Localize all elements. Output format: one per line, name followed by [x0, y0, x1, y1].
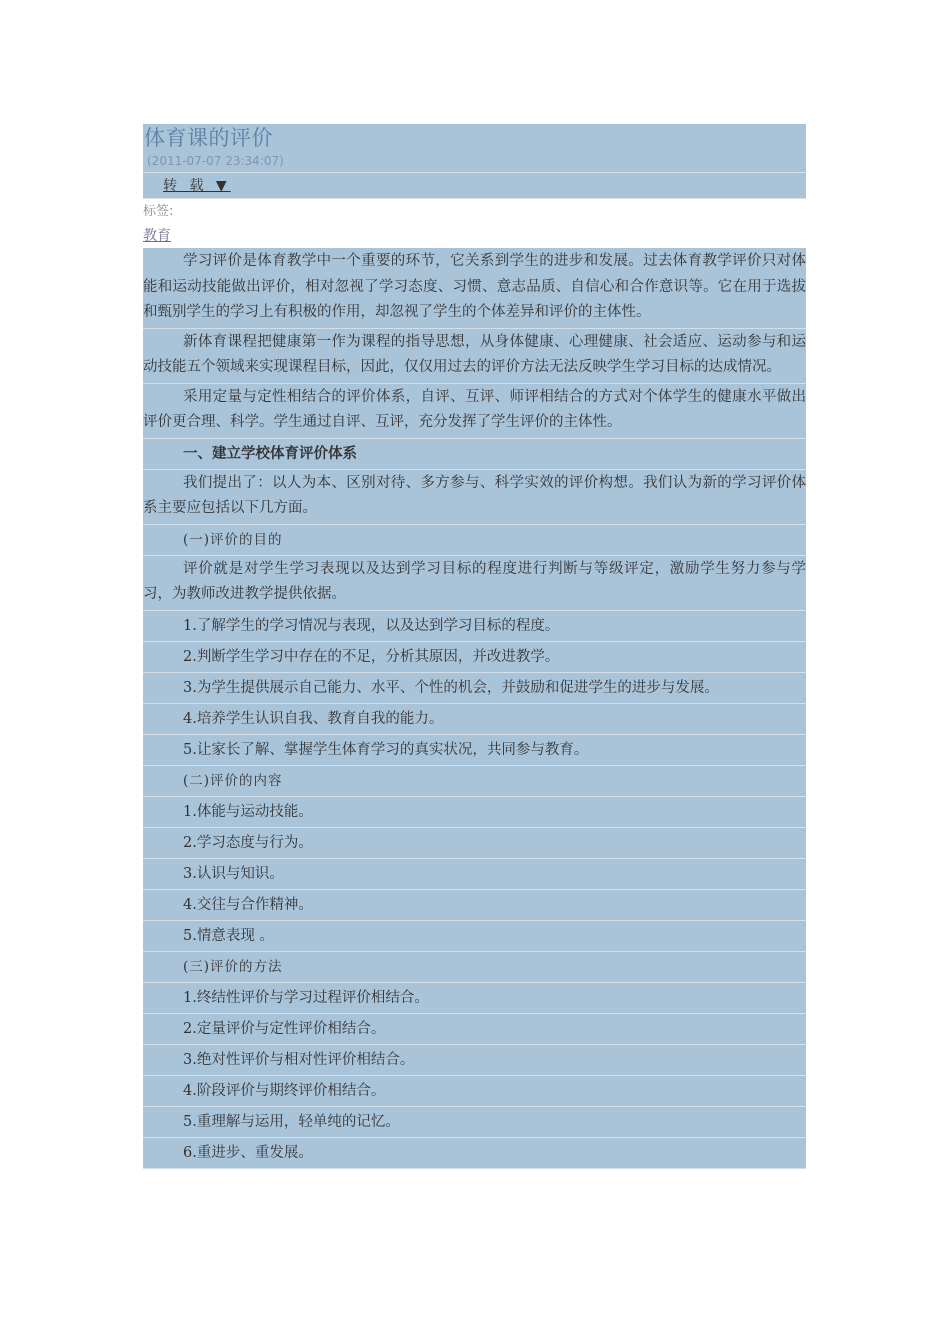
paragraph: 学习评价是体育教学中一个重要的环节，它关系到学生的进步和发展。过去体育教学评价只对体能和运动技能做出评价，相对忽视了学习态度、习惯、意志品质、自信心和合作意识等。它在用于选拔和甄别学生的学习上有积极的作用，却忽视了学生的个体差异和评价的主体性。 — [143, 248, 806, 329]
subsection-heading: (二)评价的内容 — [143, 766, 806, 797]
list-item: 5.让家长了解、掌握学生体育学习的真实状况，共同参与教育。 — [143, 735, 806, 766]
article-date: (2011-07-07 23:34:07) — [143, 152, 806, 173]
list-item: 4.培养学生认识自我、教育自我的能力。 — [143, 704, 806, 735]
article-title: 体育课的评价 — [144, 126, 273, 150]
list-item: 1.了解学生的学习情况与表现，以及达到学习目标的程度。 — [143, 611, 806, 642]
repost-row — [143, 173, 806, 198]
paragraph: 评价就是对学生学习表现以及达到学习目标的程度进行判断与等级评定，激励学生努力参与学习，为教师改进教学提供依据。 — [143, 556, 806, 611]
list-item: 6.重进步、重发展。 — [143, 1138, 806, 1169]
list-item: 1.体能与运动技能。 — [143, 797, 806, 828]
list-item: 1.终结性评价与学习过程评价相结合。 — [143, 983, 806, 1014]
tags-label: 标签: — [143, 204, 174, 219]
paragraph: 采用定量与定性相结合的评价体系，自评、互评、师评相结合的方式对个体学生的健康水平做出评价更合理、科学。学生通过自评、互评，充分发挥了学生评价的主体性。 — [143, 384, 806, 439]
list-item: 5.情意表现 。 — [143, 921, 806, 952]
paragraph: 新体育课程把健康第一作为课程的指导思想，从身体健康、心理健康、社会适应、运动参与和运动技能五个领域来实现课程目标，因此，仅仅用过去的评价方法无法反映学生学习目标的达成情况。 — [143, 329, 806, 384]
list-item: 4.交往与合作精神。 — [143, 890, 806, 921]
list-item: 2.判断学生学习中存在的不足，分析其原因，并改进教学。 — [143, 642, 806, 673]
list-item: 2.定量评价与定性评价相结合。 — [143, 1014, 806, 1045]
list-item: 5.重理解与运用，轻单纯的记忆。 — [143, 1107, 806, 1138]
article — [143, 124, 806, 1169]
article-header — [143, 124, 806, 199]
list-item: 3.为学生提供展示自己能力、水平、个性的机会，并鼓励和促进学生的进步与发展。 — [143, 673, 806, 704]
subsection-heading: (一)评价的目的 — [143, 525, 806, 556]
list-item: 4.阶段评价与期终评价相结合。 — [143, 1076, 806, 1107]
tag-link-education[interactable]: 教育 — [143, 228, 171, 244]
list-item: 3.认识与知识。 — [143, 859, 806, 890]
repost-button[interactable]: 转 载 ▼ — [163, 178, 231, 194]
section-heading: 一、建立学校体育评价体系 — [143, 439, 806, 470]
list-item: 2.学习态度与行为。 — [143, 828, 806, 859]
list-item: 3.绝对性评价与相对性评价相结合。 — [143, 1045, 806, 1076]
paragraph: 我们提出了：以人为本、区别对待、多方参与、科学实效的评价构想。我们认为新的学习评价体系主要应包括以下几方面。 — [143, 470, 806, 525]
subsection-heading: (三)评价的方法 — [143, 952, 806, 983]
article-body — [143, 248, 806, 1169]
